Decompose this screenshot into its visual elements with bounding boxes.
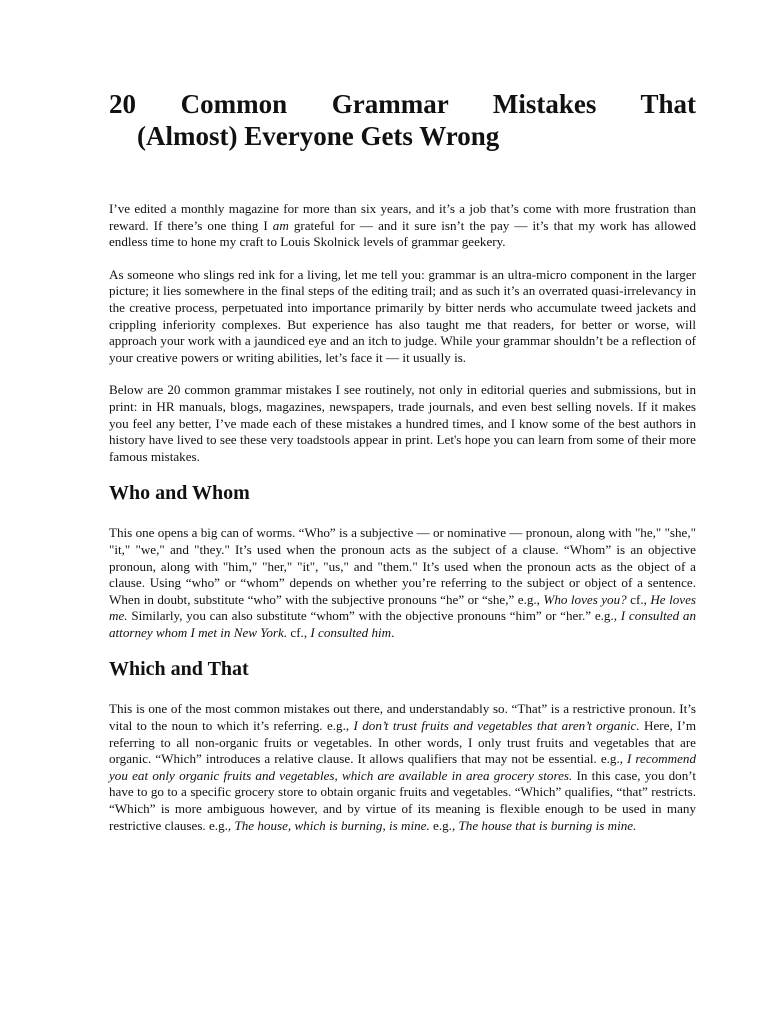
intro-paragraph-2: As someone who slings red ink for a living, let me tell you: grammar is an ultra-micro component in the larger picture; it lies somewhere in the final steps of the editing trail; and as such it’s an overrated quasi-irrelevancy in the creative process, perpetuated into importance primarily by bitter nerds who accumulate tweed jackets and crippling inferiority complexes. But experience has also taught me that readers, for better or worse, will approach your work with a jaundiced eye and an itch to judge. While your grammar shouldn’t be a reflection of your creative powers or writing abilities, let’s face it — it usually is.: [109, 266, 696, 365]
section-heading-who-whom: Who and Whom: [109, 482, 250, 505]
title-line-1: 20 Common Grammar Mistakes That: [109, 89, 696, 119]
title-line-2: (Almost) Everyone Gets Wrong: [137, 121, 500, 151]
intro-section: [109, 201, 696, 465]
section-body-who-whom: This one opens a big can of worms. “Who” is a subjective — or nominative — pronoun, along with "he," "she," "it," "we," and "they." It’s used when the pronoun acts as the subject of a clause. “Whom” is an objective pronoun, along with "him," "her," "it", "us," and "them." It’s used when the pronoun acts as the object of a clause. Using “who” or “whom” depends on whether you’re referring to the subject or object of a sentence. When in doubt, substitute “who” with the subjective pronouns “he” or “she,” e.g., Who loves you? cf., He loves me. Similarly, you can also substitute “whom” with the objective pronouns “him” or “her.” e.g., I consulted an attorney whom I met in New York. cf., I consulted him.: [109, 525, 696, 640]
intro-paragraph-3: Below are 20 common grammar mistakes I see routinely, not only in editorial queries and submissions, but in print: in HR manuals, blogs, magazines, newspapers, trade journals, and even best selling novels. If it makes you feel any better, I’ve made each of these mistakes a hundred times, and I know some of the best authors in history have lived to see these very toadstools appear in print. Let's hope you can learn from some of their more famous mistakes.: [109, 382, 696, 464]
section-body-which-that: This is one of the most common mistakes out there, and understandably so. “That” is a restrictive pronoun. It’s vital to the noun to which it’s referring. e.g., I don’t trust fruits and vegetables that aren’t organic. Here, I’m referring to all non-organic fruits or vegetables. In other words, I only trust fruits and vegetables that are organic. “Which” introduces a relative clause. It allows qualifiers that may not be essential. e.g., I recommend you eat only organic fruits and vegetables, which are available in area grocery stores. In this case, you don’t have to go to a specific grocery store to obtain organic fruits and vegetables. “Which” qualifies, “that” restricts. “Which” is more ambiguous however, and by virtue of its meaning is flexible enough to be used in many restrictive clauses. e.g., The house, which is burning, is mine. e.g., The house that is burning is mine.: [109, 701, 697, 833]
section-heading-which-that: Which and That: [109, 658, 249, 681]
intro-paragraph-1: I’ve edited a monthly magazine for more than six years, and it’s a job that’s come with more frustration than reward. If there’s one thing I am grateful for — and it sure isn’t the pay — it’s that my work has allowed endless time to hone my craft to Louis Skolnick levels of grammar geekery.: [109, 201, 696, 250]
document-title: [109, 88, 696, 152]
